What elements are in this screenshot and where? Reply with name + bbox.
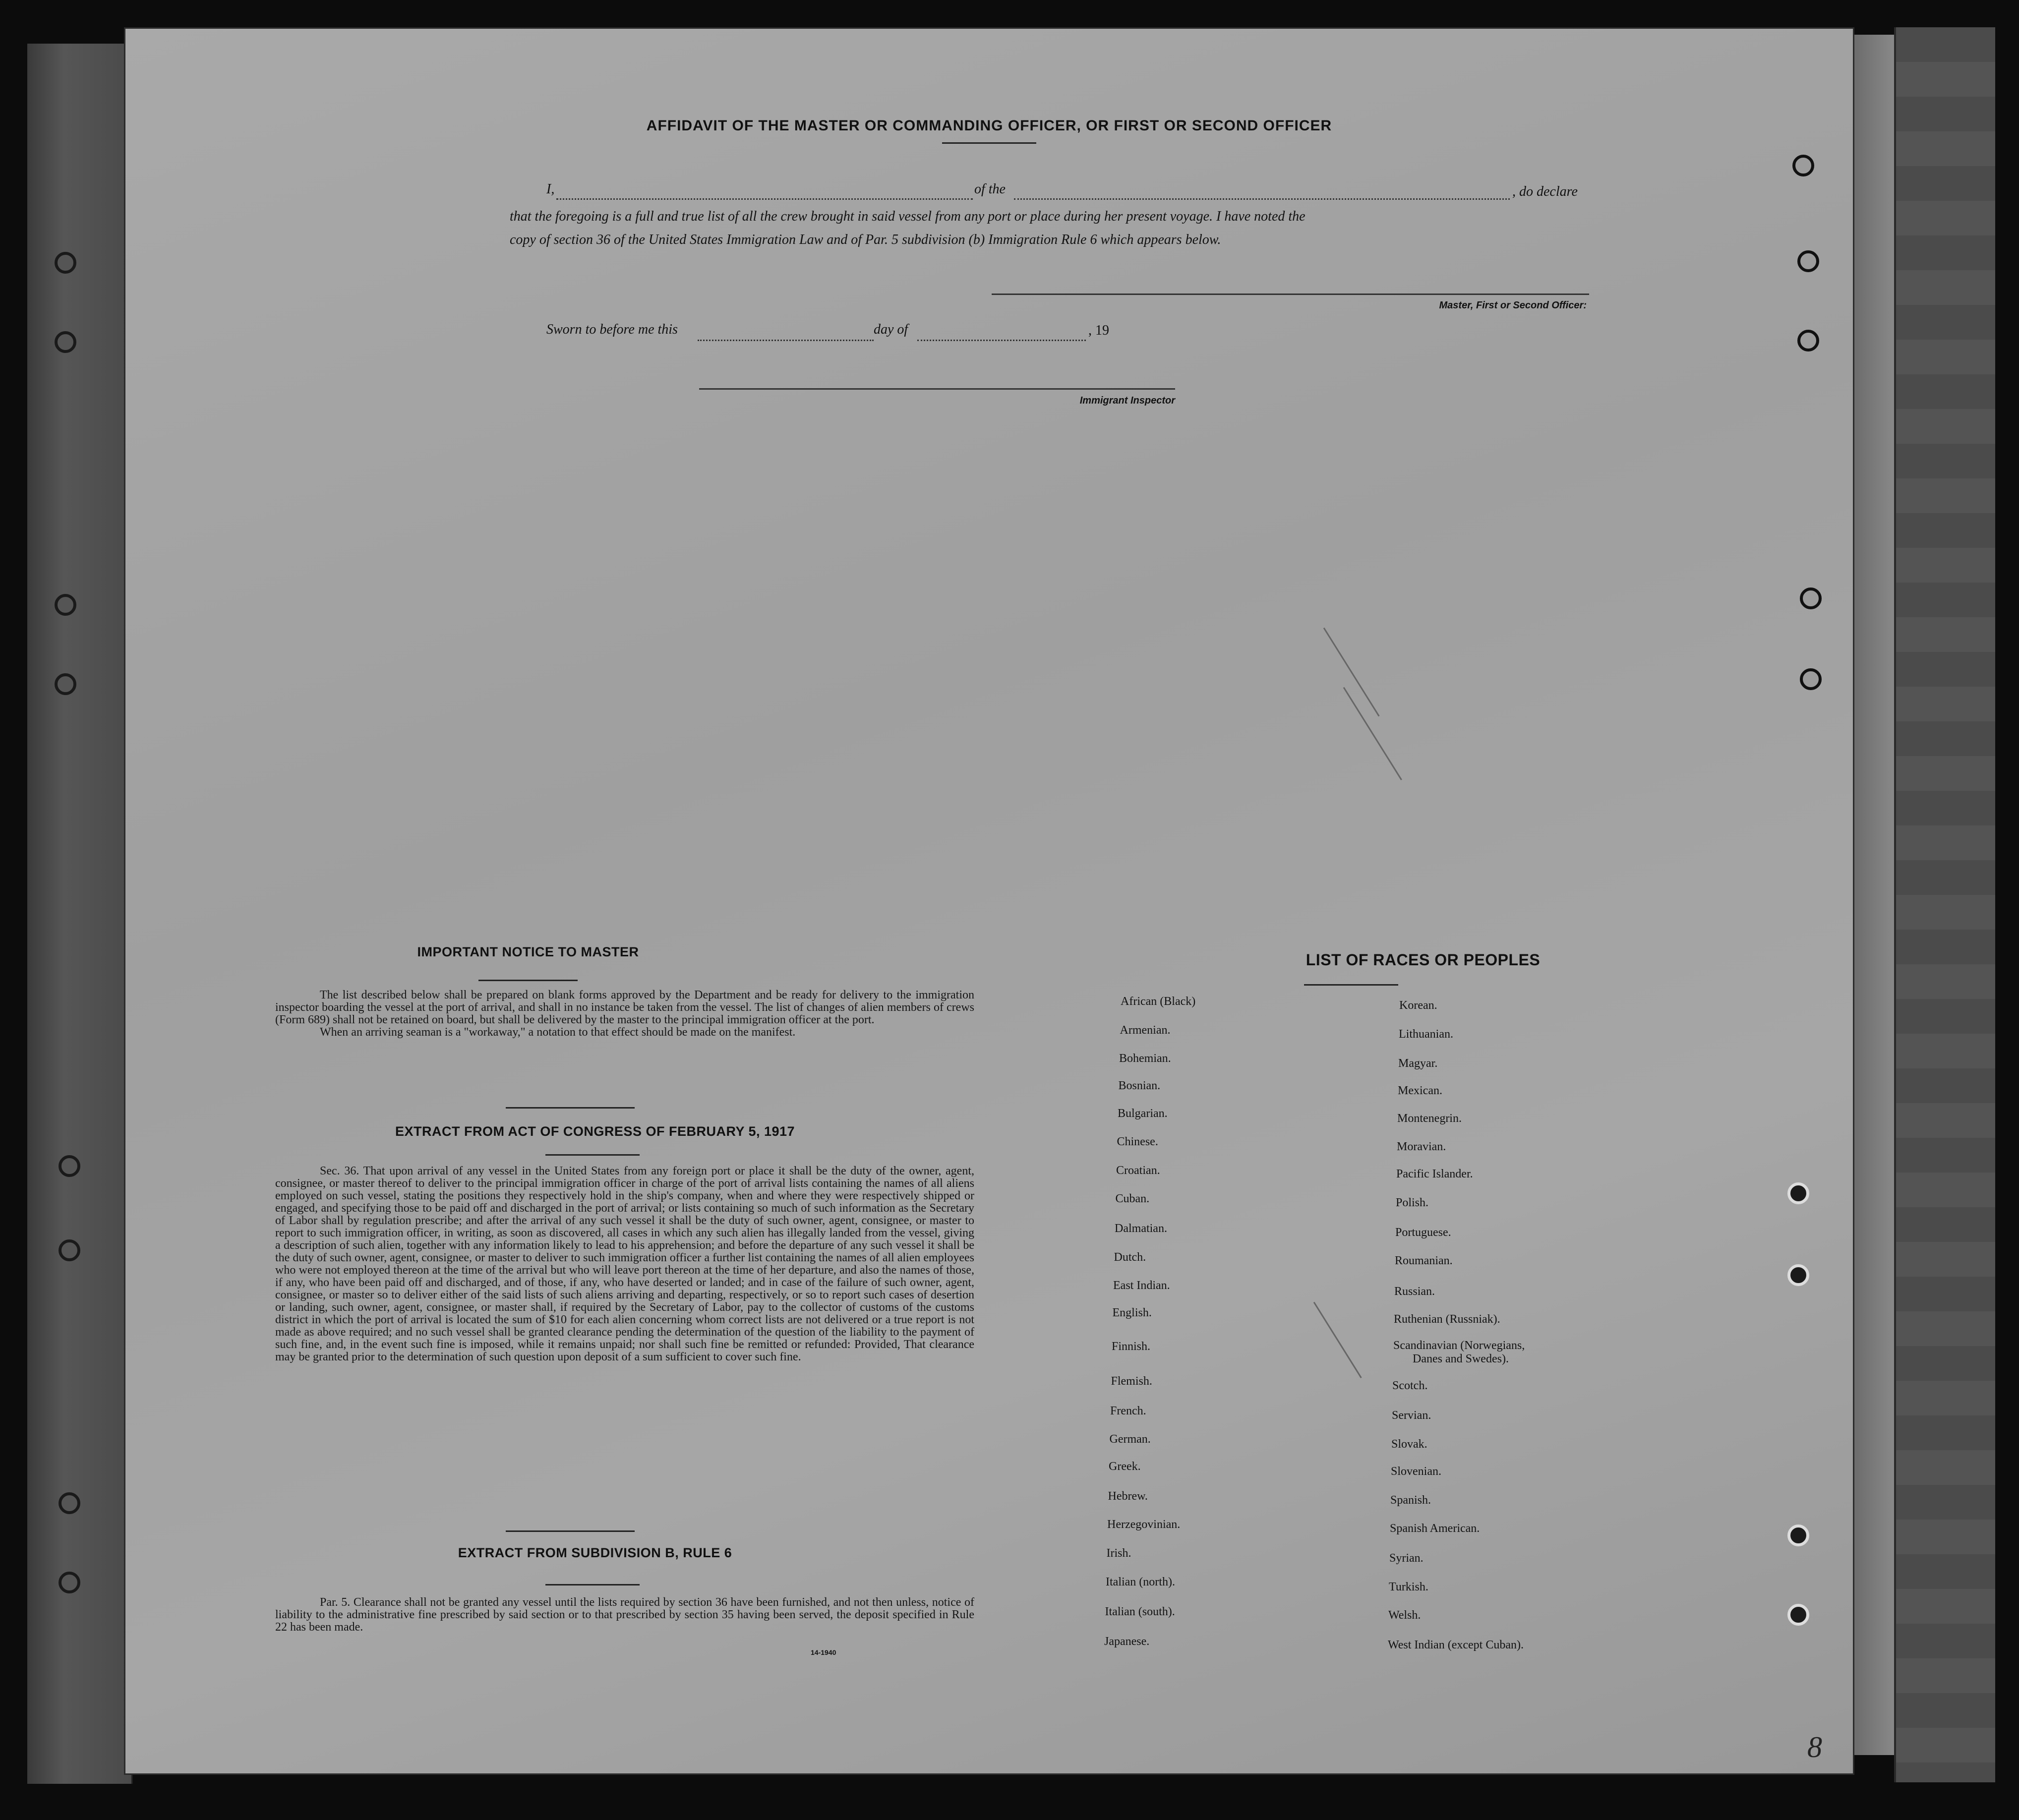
rule-par-5-text: Par. 5. Clearance shall not be granted any vessel until the lists required by section 36 have been furnished, and not then unless, notice of liability to the administrative fine prescribed by said section or to that prescribed by section 35 having been served, the deposit specified in Rule 22 has been made. [275,1596,974,1634]
race-item: Italian (south). [1105,1605,1175,1618]
binding-hole [1797,250,1819,272]
race-item: Irish. [1106,1547,1131,1560]
notice-underline [478,980,578,981]
binding-hole [1787,1525,1809,1546]
notice-body [275,989,974,1039]
race-item: Scandinavian (Norwegians, [1393,1339,1525,1352]
races-title: LIST OF RACES OR PEOPLES [1306,951,1541,969]
act-extract-underline [545,1154,640,1156]
inspector-label: Immigrant Inspector [1079,395,1175,406]
sworn-day-field[interactable] [698,340,874,341]
binding-hole [55,252,76,274]
race-item: Chinese. [1117,1135,1158,1148]
binding-hole [59,1572,80,1593]
title-underline [942,142,1036,144]
act-extract-body [275,1165,974,1363]
vessel-field[interactable] [1014,198,1510,200]
race-item: Montenegrin. [1397,1112,1462,1125]
paper-crease [1313,1302,1362,1378]
affidavit-line-2: that the foregoing is a full and true list of all the crew brought in said vessel from any port or place during her present voyage. I have noted the [510,209,1306,224]
race-item: Dutch. [1114,1251,1146,1264]
right-ledger-edge [1894,27,1995,1782]
notice-paragraph-2: When an arriving seaman is a "workaway," a notation to that effect should be made on the manifest. [320,1026,796,1039]
race-item: Herzegovinian. [1107,1518,1181,1531]
sworn-day-of: day of [874,322,908,337]
binding-hole [59,1492,80,1514]
inspector-signature-line[interactable] [699,388,1175,390]
race-item: Finnish. [1112,1340,1151,1353]
race-item: German. [1109,1433,1151,1446]
binding-hole [1787,1182,1809,1204]
binding-hole [1792,155,1814,176]
master-signature-label: Master, First or Second Officer: [1439,300,1587,311]
affidavit-i-label: I, [546,181,555,197]
race-item: Flemish. [1111,1375,1152,1388]
race-item: Moravian. [1397,1140,1446,1153]
race-item: Ruthenian (Russniak). [1394,1313,1500,1326]
race-item: Welsh. [1388,1609,1421,1622]
rule-extract-underline [545,1584,640,1585]
races-underline [1304,984,1398,986]
race-item: French. [1110,1405,1146,1417]
race-item: Italian (north). [1106,1576,1175,1588]
race-item: Roumanian. [1395,1254,1453,1267]
race-item: Spanish. [1390,1494,1431,1507]
race-item: Servian. [1392,1409,1431,1422]
race-item: Bosnian. [1118,1079,1161,1092]
paper-crease [1323,628,1380,717]
race-item: Mexican. [1398,1084,1442,1097]
race-item: Spanish American. [1390,1522,1480,1535]
race-item: Turkish. [1389,1581,1428,1593]
sworn-month-field[interactable] [917,340,1086,341]
manifest-page [124,27,1854,1775]
race-item: Bulgarian. [1118,1107,1168,1120]
master-signature-line[interactable] [992,294,1589,295]
race-item: Hebrew. [1108,1490,1148,1503]
race-item: Syrian. [1389,1552,1424,1565]
paper-crease [1343,687,1402,780]
binding-hole [1800,668,1822,690]
affidavit-title: AFFIDAVIT OF THE MASTER OR COMMANDING OFFICER, OR FIRST OR SECOND OFFICER [646,117,1332,134]
act-extract-separator [506,1530,635,1532]
race-item: West Indian (except Cuban). [1388,1639,1524,1651]
left-binding-strip [27,44,133,1784]
binding-hole [55,673,76,695]
race-item: English. [1112,1306,1152,1319]
race-item: Armenian. [1120,1024,1171,1037]
sworn-prefix: Sworn to before me this [546,322,678,337]
race-item: Lithuanian. [1399,1028,1453,1041]
race-item: Slovenian. [1391,1465,1441,1478]
act-section-36-text: Sec. 36. That upon arrival of any vessel in the United States from any foreign port or place it shall be the duty of the owner, agent, consignee, or master thereof to deliver to the principal immigration officer in charge of the port of arrival lists containing the names of all aliens employed on such vessel, stating the positions they respectively hold in the ship's company, when and where they were respectively shipped or engaged, and specifying those to be paid off and discharged in the port of arrival; or lists containing so much of such information as the Secretary of Labor shall by regulation prescribe; and after the arrival of any such vessel it shall be the duty of such owner, agent, consignee, or master to report to such immigration officer, in writing, as soon as discovered, all cases in which any such alien has illegally landed from the vessel, giving a description of such alien, together with any information likely to lead to his apprehension; and before the departure of any such vessel it shall be the duty of such owner, agent, consignee, or master to deliver to such immigration officer a further list containing the names of all alien employees who were not employed thereon at the time of the arrival but who will leave port thereon at the time of her departure, and also the names of those, if any, who have been paid off and discharged, and of those, if any, who have deserted or landed; and in case of the failure of such owner, agent, consignee, or master so to deliver either of the said lists of such aliens arriving and departing, respectively, or so to report such cases of desertion or landing, such owner, agent, consignee, or master shall, if required by the Secretary of Labor, pay to the collector of customs of the customs district in which the port of arrival is located the sum of $10 for each alien concerning whom correct lists are not delivered or a true report is not made as above required; and no such vessel shall be granted clearance pending the determination of the question of the liability to the payment of such fine, and, in the event such fine is imposed, while it remains unpaid; nor shall such fine be remitted or refunded: Provided, That clearance may be granted prior to the determination of such question upon deposit of a sum sufficient to cover such fine. [275,1165,974,1363]
race-item: Russian. [1394,1285,1435,1298]
sworn-year: , 19 [1088,323,1109,338]
race-item: Slovak. [1391,1438,1427,1451]
race-item: Greek. [1109,1460,1141,1473]
race-item: Pacific Islander. [1396,1168,1473,1180]
form-number: 14-1940 [811,1648,836,1656]
race-item: Portuguese. [1395,1226,1451,1239]
binding-hole [55,594,76,616]
binding-hole [1787,1264,1809,1286]
race-item: Croatian. [1116,1164,1160,1177]
affidavit-line-3: copy of section 36 of the United States Immigration Law and of Par. 5 subdivision (b) Immigration Rule 6 which appears below. [510,232,1221,247]
notice-paragraph-1: The list described below shall be prepared on blank forms approved by the Department and be ready for delivery to the immigration inspector boarding the vessel at the port of arrival, and shall in no instance be taken from the vessel. The list of changes of alien members of crews (Form 689) shall not be retained on board, but shall be delivered by the master to the principal immigration officer at the port. [275,989,974,1026]
race-item: African (Black) [1121,995,1196,1008]
binding-hole [1800,587,1822,609]
race-item: Dalmatian. [1115,1222,1167,1235]
name-field[interactable] [556,198,973,200]
notice-separator [506,1107,635,1109]
race-item: East Indian. [1113,1279,1170,1292]
race-item: Danes and Swedes). [1413,1352,1509,1365]
race-item: Magyar. [1398,1057,1438,1070]
binding-hole [59,1155,80,1177]
race-item: Polish. [1396,1196,1429,1209]
binding-hole [1797,330,1819,352]
binding-hole [59,1239,80,1261]
act-extract-title: EXTRACT FROM ACT OF CONGRESS OF FEBRUARY 5, 1917 [395,1124,795,1139]
rule-extract-title: EXTRACT FROM SUBDIVISION B, RULE 6 [458,1545,732,1560]
race-item: Korean. [1399,999,1437,1012]
binding-hole [55,331,76,353]
right-page-edge [1849,35,1896,1755]
race-item: Scotch. [1392,1379,1428,1392]
affidavit-of-the-label: of the [974,181,1006,197]
notice-title: IMPORTANT NOTICE TO MASTER [417,944,639,959]
race-item: Japanese. [1104,1635,1150,1648]
rule-extract-body [275,1596,974,1634]
affidavit-declare-label: , do declare [1512,184,1578,199]
race-item: Bohemian. [1119,1052,1171,1065]
margin-page-number: 8 [1807,1731,1822,1763]
race-item: Cuban. [1115,1192,1150,1205]
binding-hole [1787,1604,1809,1626]
